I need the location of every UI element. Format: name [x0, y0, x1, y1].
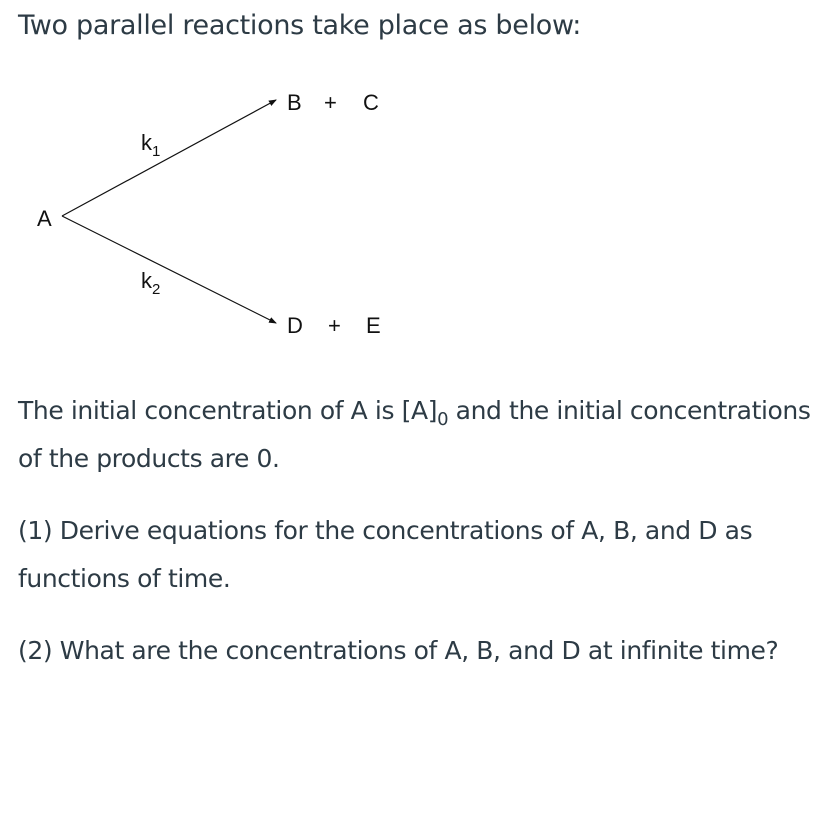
reactant-label: A [37, 206, 52, 231]
initial-conditions-paragraph [18, 387, 828, 483]
initial-conditions-text-start: The initial concentration of A is [A] [18, 396, 438, 425]
question-1: (1) Derive equations for the concentrations of A, B, and D as functions of time. [18, 516, 753, 593]
upper-plus-sign: + [324, 90, 337, 115]
product-b-label: B [287, 90, 302, 115]
parallel-reaction-diagram [0, 70, 420, 360]
rate-constant-k1: $k_1$ [141, 130, 161, 160]
initial-conditions-text-end: and the initial concentrations of the products are 0. [18, 396, 811, 473]
product-d-label: D [287, 313, 303, 338]
initial-concentration-subscript: 0 [437, 409, 449, 430]
intro-heading: Two parallel reactions take place as below: [18, 10, 582, 41]
lower-reaction-arrow [62, 216, 276, 323]
rate-constant-k2: $k_2$ [141, 268, 161, 298]
lower-plus-sign: + [328, 313, 341, 338]
upper-reaction-arrow [62, 100, 276, 216]
question-2: (2) What are the concentrations of A, B, and D at infinite time? [18, 636, 779, 665]
product-e-label: E [366, 313, 381, 338]
product-c-label: C [363, 90, 379, 115]
